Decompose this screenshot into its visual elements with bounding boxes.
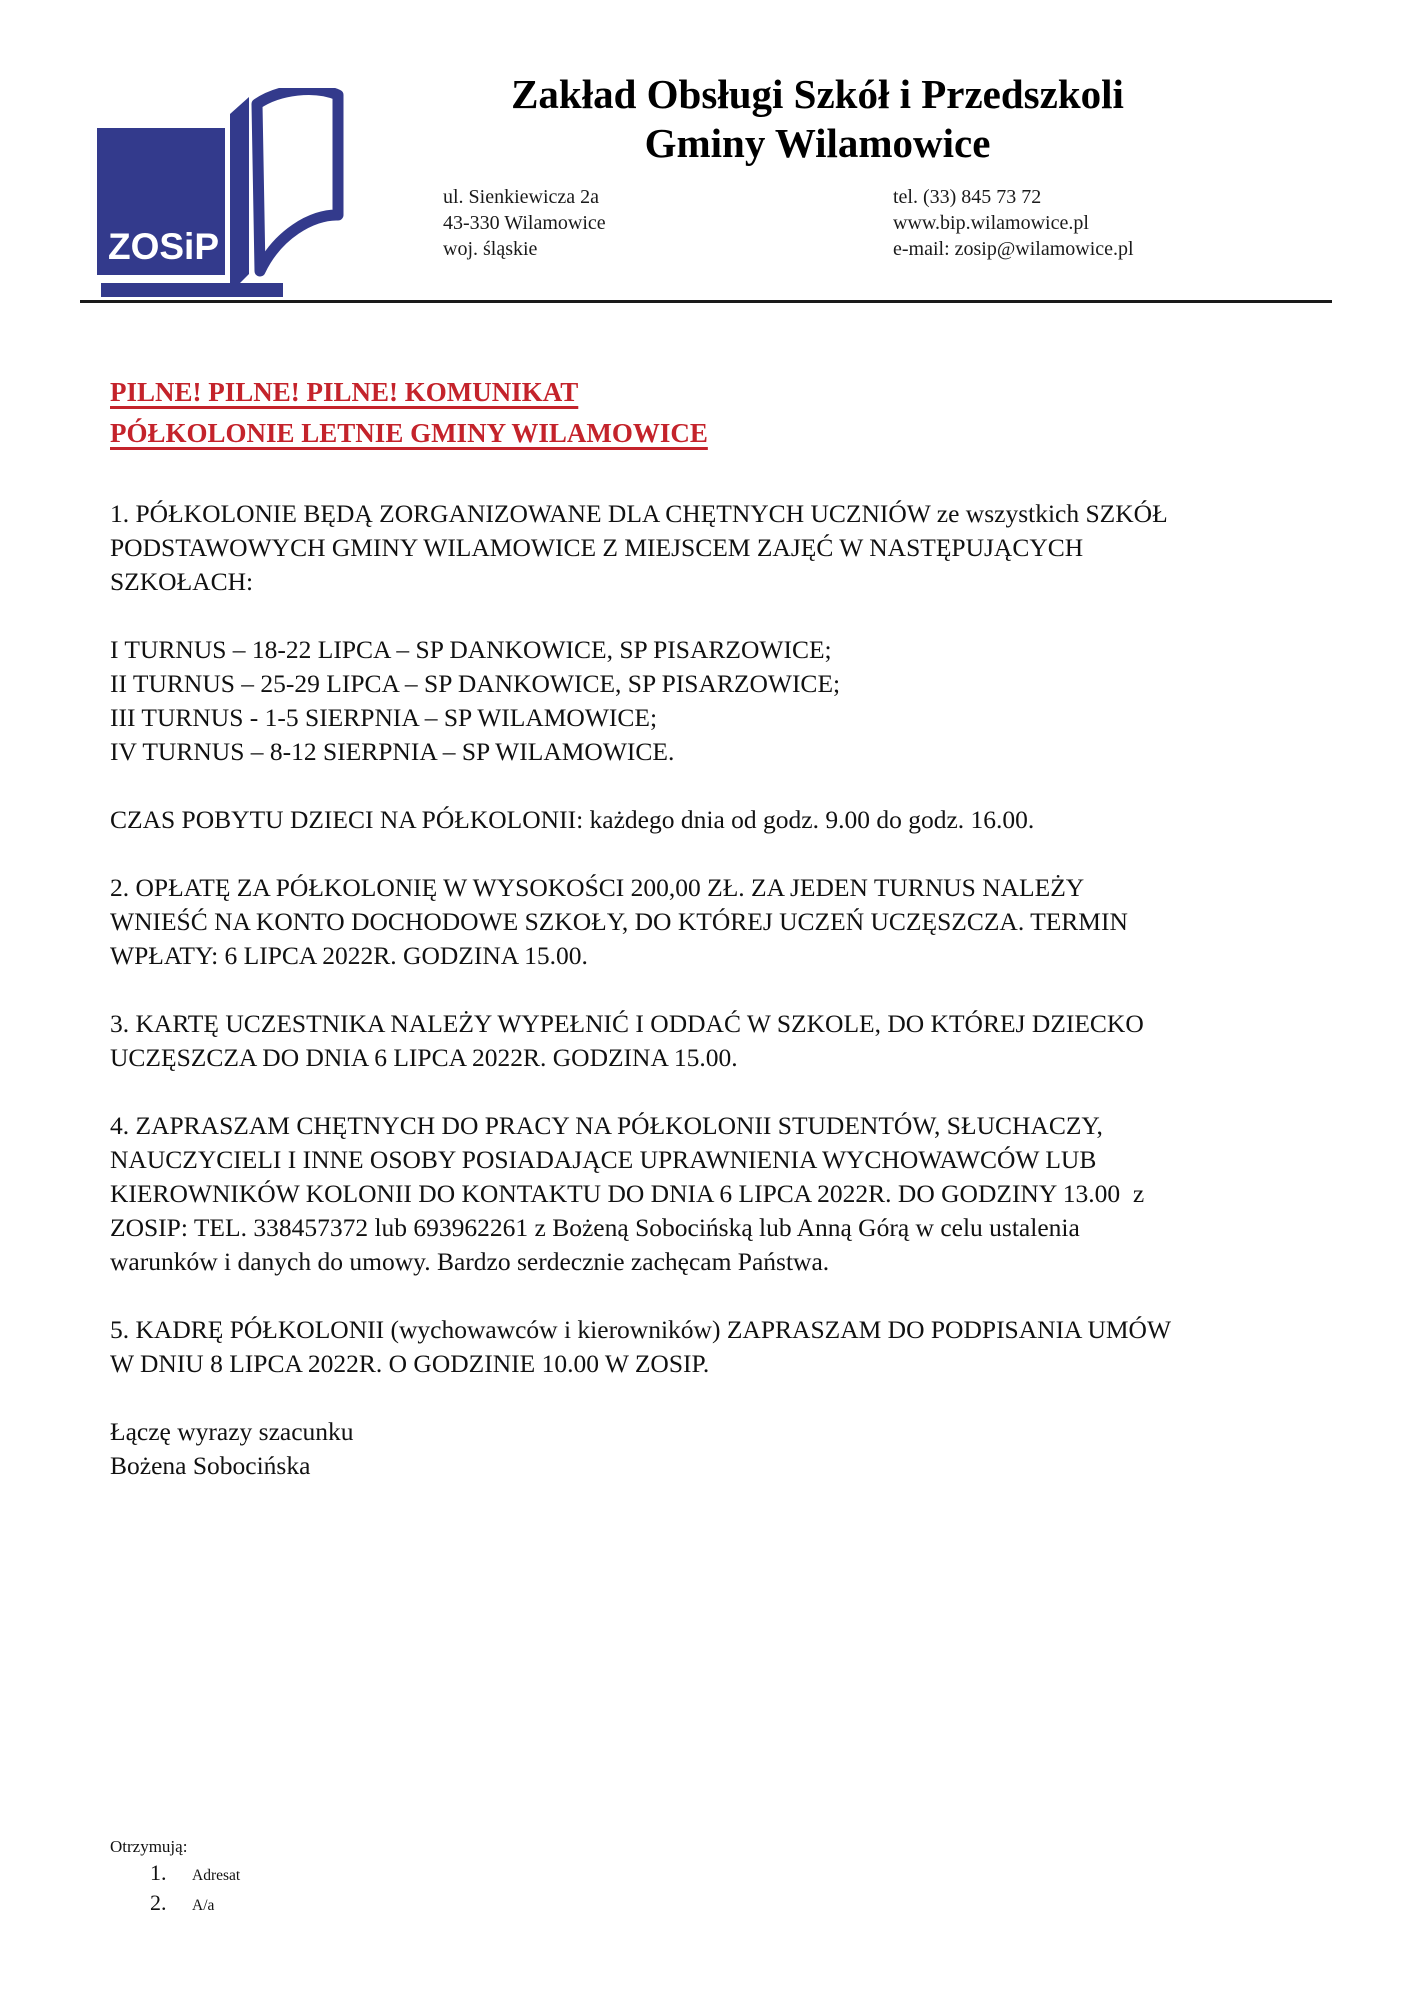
open-book-icon xyxy=(230,89,338,293)
contact-phone: tel. (33) 845 73 72 xyxy=(893,186,1042,208)
zosip-logo xyxy=(97,88,345,297)
paragraph-5: 5. KADRĘ PÓŁKOLONII (wychowawców i kierowników) ZAPRASZAM DO PODPISANIA UMÓW W DNIU 8 LIPCA 2022R. O GODZINIE 10.00 W ZOSIP. xyxy=(110,1315,1172,1378)
org-contact xyxy=(893,184,1134,262)
closing-block xyxy=(110,1415,1330,1483)
distribution-item-number: 1. xyxy=(150,1860,167,1885)
org-name xyxy=(335,70,1300,168)
distribution-heading: Otrzymują: xyxy=(110,1837,188,1856)
org-name-line1: Zakład Obsługi Szkół i Przedszkoli xyxy=(511,71,1124,117)
org-name-line2: Gminy Wilamowice xyxy=(644,120,991,166)
distribution-item-number: 2. xyxy=(150,1890,167,1915)
paragraph-3: 3. KARTĘ UCZESTNIKA NALEŻY WYPEŁNIĆ I ODDAĆ W SZKOLE, DO KTÓREJ DZIECKO UCZĘSZCZA DO DNIA 6 LIPCA 2022R. GODZINA 15.00. xyxy=(110,1009,1144,1072)
org-address xyxy=(443,184,606,262)
zosip-logo-graphic xyxy=(97,88,345,297)
turnus-line-4: IV TURNUS – 8-12 SIERPNIA – SP WILAMOWICE. xyxy=(110,737,675,766)
contact-email: e-mail: zosip@wilamowice.pl xyxy=(893,238,1134,260)
urgent-heading-line2: PÓŁKOLONIE LETNIE GMINY WILAMOWICE xyxy=(110,418,708,448)
urgent-heading-line1: PILNE! PILNE! PILNE! KOMUNIKAT xyxy=(110,377,579,407)
urgent-heading xyxy=(110,372,1330,454)
paragraph-4: 4. ZAPRASZAM CHĘTNYCH DO PRACY NA PÓŁKOLONII STUDENTÓW, SŁUCHACZY, NAUCZYCIELI I INNE OSOBY POSIADAJĄCE UPRAWNIENIA WYCHOWAWCÓW LUB KIEROWNIKÓW KOLONII DO KONTAKTU DO DNIA 6 LIPCA 2022R. DO GODZINY 13.00 z ZOSIP: TEL. 338457372 lub 693962261 z Bożeną Sobocińską lub Anną Górą w celu ustalenia warunków i danych do umowy. Bardzo serdecznie zachęcam Państwa. xyxy=(110,1111,1145,1276)
header-divider xyxy=(80,300,1332,303)
turnus-line-3: III TURNUS - 1-5 SIERPNIA – SP WILAMOWICE; xyxy=(110,703,658,732)
logo-underbar xyxy=(101,283,283,297)
address-city: 43-330 Wilamowice xyxy=(443,212,606,234)
contact-website: www.bip.wilamowice.pl xyxy=(893,212,1089,234)
stay-hours-line: CZAS POBYTU DZIECI NA PÓŁKOLONII: każdego dnia od godz. 9.00 do godz. 16.00. xyxy=(110,805,1035,834)
paragraph-2: 2. OPŁATĘ ZA PÓŁKOLONIĘ W WYSOKOŚCI 200,00 ZŁ. ZA JEDEN TURNUS NALEŻY WNIEŚĆ NA KONTO DOCHODOWE SZKOŁY, DO KTÓREJ UCZEŃ UCZĘSZCZA. TERMIN WPŁATY: 6 LIPCA 2022R. GODZINA 15.00. xyxy=(110,873,1128,970)
logo-text: ZOSiP xyxy=(108,226,220,267)
distribution-item-label: A/a xyxy=(192,1897,215,1914)
distribution-item xyxy=(110,1892,240,1916)
letter-body xyxy=(110,372,1330,1483)
signature-name: Bożena Sobocińska xyxy=(110,1451,311,1480)
address-street: ul. Sienkiewicza 2a xyxy=(443,186,600,208)
turnus-list xyxy=(110,633,1330,769)
paragraph-1: 1. PÓŁKOLONIE BĘDĄ ZORGANIZOWANE DLA CHĘTNYCH UCZNIÓW ze wszystkich SZKÓŁ PODSTAWOWYCH GMINY WILAMOWICE Z MIEJSCEM ZAJĘĆ W NASTĘPUJĄCYCH SZKOŁACH: xyxy=(110,499,1168,596)
turnus-line-1: I TURNUS – 18-22 LIPCA – SP DANKOWICE, SP PISARZOWICE; xyxy=(110,635,832,664)
turnus-line-2: II TURNUS – 25-29 LIPCA – SP DANKOWICE, SP PISARZOWICE; xyxy=(110,669,841,698)
address-voivodeship: woj. śląskie xyxy=(443,238,538,260)
distribution-item xyxy=(110,1862,240,1886)
distribution-item-label: Adresat xyxy=(192,1867,241,1884)
closing-salutation: Łączę wyrazy szacunku xyxy=(110,1417,354,1446)
distribution-list xyxy=(110,1836,240,1922)
